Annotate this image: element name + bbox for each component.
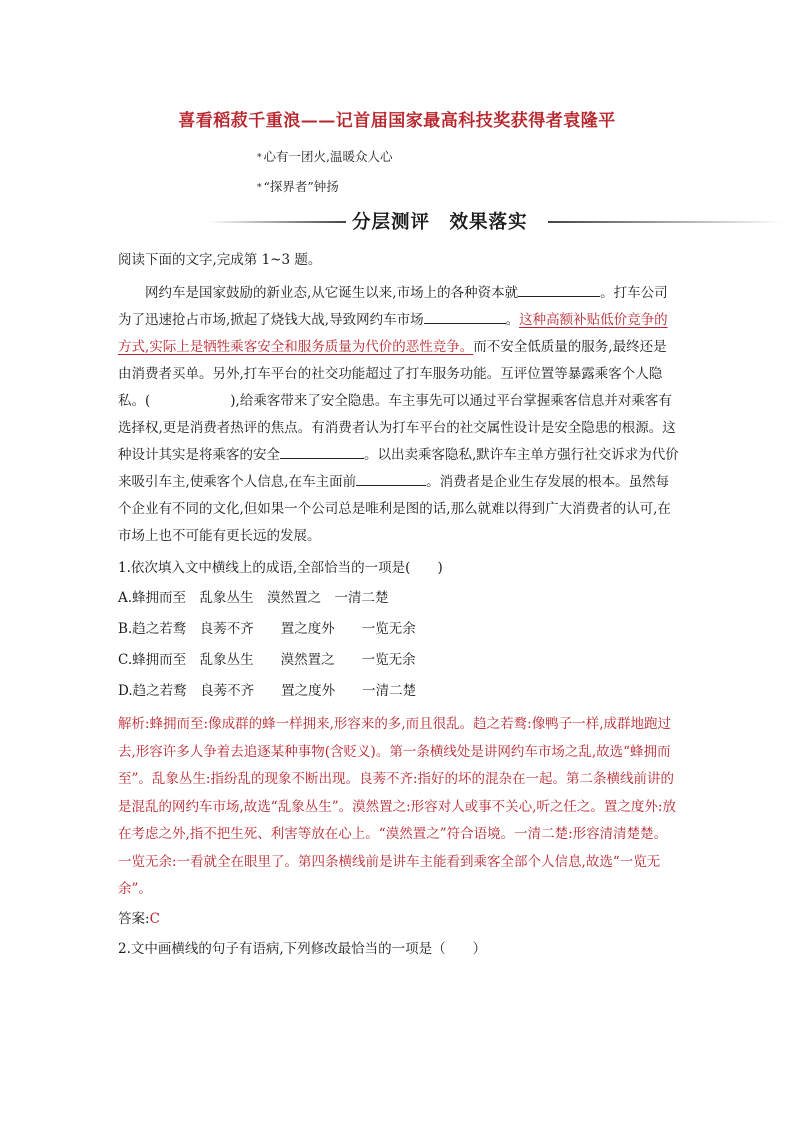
fill-blank-2[interactable] [424,309,506,324]
passage-segment: 。以出卖乘客隐私,默许车主单方强行社交诉求为代价来吸引车主,使乘客个人信息,在车主面前 [118,447,679,490]
bullet-icon: * [257,182,262,193]
option-c[interactable]: C.蜂拥而至 乱象丛生 漠然置之 一览无余 [118,652,416,668]
instruction-text: 阅读下面的文字,完成第 1~3 题。 [118,252,322,268]
section-divider [0,207,794,237]
related-link-2[interactable] [257,177,339,195]
divider-rule-right [548,221,783,223]
option-d[interactable]: D.趋之若鹜 良莠不齐 置之度外 一清二楚 [118,683,417,699]
passage-segment: 。消费者是企业生存发展的根本。虽然每个企业有不同的文化,但如果一个公司总是唯利是图的话,那么就难以得到广大消费者的认可,在市场上也不可能有更长远的发展。 [118,474,671,544]
question-1-answer [118,904,680,934]
underlined-sentence: 这种高额补贴低价竞争的方式,实际上是牺牲乘客安全和服务质量为代价的恶性竞争。 [118,312,668,355]
related-link-2-text[interactable]: “探界者”钟扬 [263,179,339,194]
option-b[interactable]: B.趋之若鹜 良莠不齐 置之度外 一览无余 [118,621,416,637]
divider-rule-left [208,221,346,223]
fill-blank-3[interactable] [280,444,364,459]
related-link-1[interactable] [257,147,392,165]
reading-passage [118,280,680,550]
passage-segment: 网约车是国家鼓励的新业态,从它诞生以来,市场上的各种资本就 [145,285,519,301]
exercise-content [118,247,680,964]
answer-value: C [149,910,160,927]
passage-segment: 而不安全低质量的服务,最终还是由消费者买单。另外,打车平台的社交功能超过了打车服务功能。互评位置等暴露乘客个人隐私。( [118,339,667,409]
related-link-1-text[interactable]: 心有一团火,温暖众人心 [263,149,393,164]
question-2-stem: 2.文中画横线的句子有语病,下列修改最恰当的一项是（ ） [118,940,487,957]
passage-segment: 。打车公司为了迅速抢占市场,掀起了烧钱大战,导致网约车市场 [118,285,668,328]
passage-segment: 。 [505,312,520,328]
fill-blank-1[interactable] [518,282,600,297]
option-a[interactable]: A.蜂拥而至 乱象丛生 漠然置之 一清二楚 [118,590,389,606]
answer-label: 答案: [118,910,150,927]
question-1-analysis: 解析:蜂拥而至:像成群的蜂一样拥来,形容来的多,而且很乱。趋之若鹜:像鸭子一样,成群地跑过去,形容许多人争着去追逐某种事物(含贬义)。第一条横线处是讲网约车市场之乱,故选“蜂拥而至”。乱象丛生:指纷乱的现象不断出现。良莠不齐:指好的坏的混杂在一起。第二条横线前讲的是混乱的网约车市场,故选“乱象丛生”。漠然置之:形容对人或事不关心,听之任之。置之度外:放在考虑之外,指不把生死、利害等放在心上。“漠然置之”符合语境。一清二楚:形容清清楚楚。一览无余:一看就全在眼里了。第四条横线前是讲车主能看到乘客全部个人信息,故选“一览无余”。 [118,716,676,897]
section-heading: 分层测评 效果落实 [352,212,528,233]
passage-segment: ),给乘客带来了安全隐患。车主事先可以通过平台掌握乘客信息并对乘客有选择权,更是消费者热评的焦点。有消费者认为打车平台的社交属性设计是安全隐患的根源。这种设计其实是将乘客的安全 [118,393,676,463]
bullet-icon: * [257,152,262,163]
fill-blank-4[interactable] [356,471,426,486]
article-title[interactable]: 喜看稻菽千重浪——记首届国家最高科技奖获得者袁隆平 [178,111,616,131]
question-1-stem: 1.依次填入文中横线上的成语,全部恰当的一项是( ) [118,560,443,576]
